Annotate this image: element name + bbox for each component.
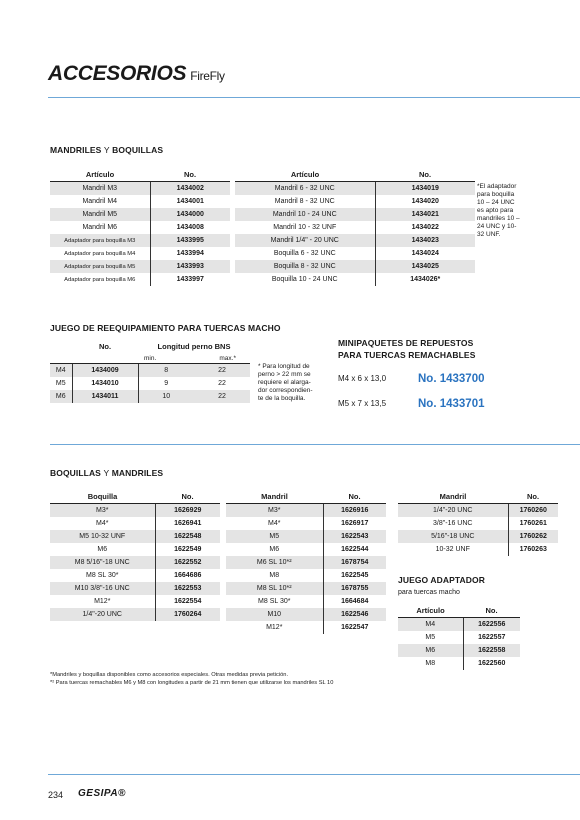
- table-cell: 1433994: [150, 247, 230, 260]
- table-cell: M8 SL 30*: [86, 572, 119, 579]
- table-cell: 1434008: [150, 221, 230, 234]
- table-row: [226, 569, 386, 582]
- table-cell: Boquilla 6 - 32 UNC: [273, 250, 336, 257]
- note-line: 24 UNC y 10-: [477, 223, 517, 230]
- table-row: [398, 618, 520, 632]
- table-cell: M5: [226, 530, 323, 543]
- table-row: [50, 390, 250, 403]
- table-row: [235, 221, 475, 234]
- table-cell: 1626929: [155, 504, 220, 518]
- col-no: No.: [508, 489, 558, 504]
- table-cell: Boquilla 10 - 24 UNC: [271, 276, 338, 283]
- table-cell: 1760260: [508, 504, 558, 518]
- table-cell: 22: [194, 390, 250, 403]
- table-row: [235, 195, 475, 208]
- table-row: [50, 221, 230, 234]
- table-cell: Mandril M4: [82, 198, 118, 205]
- table-boquillas: [50, 489, 220, 621]
- table-cell: 1434000: [150, 208, 230, 221]
- mid-rule: [50, 444, 580, 445]
- page-title: [48, 62, 225, 86]
- table-row: [235, 208, 475, 221]
- table-cell: M5: [425, 634, 436, 641]
- table-cell: 1626916: [323, 504, 386, 518]
- table-row: [235, 260, 475, 273]
- adapter-note: [477, 183, 537, 239]
- table-row: [398, 543, 558, 556]
- note-line: mandriles 10 –: [477, 215, 520, 222]
- table-cell: 1622556: [463, 618, 520, 632]
- note-line: es apto para: [477, 207, 514, 214]
- table-cell: 1626941: [155, 517, 220, 530]
- table-row: [226, 595, 386, 608]
- table-cell: 1434020: [375, 195, 475, 208]
- table-cell: 9: [138, 377, 194, 390]
- header-rule: [48, 97, 580, 98]
- table-cell: 1622544: [323, 543, 386, 556]
- table-cell: M10: [226, 608, 323, 621]
- table-row: [50, 556, 220, 569]
- col-min: min.: [138, 353, 194, 364]
- table-row: [226, 517, 386, 530]
- col-mandril: Mandril: [226, 489, 323, 504]
- table-cell: Mandril 10 - 32 UNF: [273, 224, 337, 231]
- table-cell: 1434001: [150, 195, 230, 208]
- page-number: 234: [48, 790, 64, 800]
- table-row: [398, 657, 520, 670]
- section-heading-mandriles: MANDRILES Y BOQUILLAS: [50, 145, 164, 155]
- title-sub: FireFly: [190, 69, 225, 83]
- footnote-2: *² Para tuercas remachables M6 y M8 con longitudes a partir de 21 mm tienen que utilizarse los mandriles SL 10: [50, 680, 334, 686]
- table-row: [50, 569, 220, 582]
- table-cell: M6: [398, 644, 463, 657]
- table-cell: 1433995: [150, 234, 230, 247]
- table-row: [226, 556, 386, 569]
- table-cell: 1678754: [323, 556, 386, 569]
- footnote-1: *Mandriles y boquillas disponibles como accesorios especiales. Otras medidas previa petición.: [50, 672, 289, 678]
- table-cell: Mandril 6 - 32 UNC: [235, 182, 375, 196]
- col-longitud: Longitud perno BNS: [157, 341, 231, 351]
- table-cell: 1760264: [155, 608, 220, 621]
- table-mandriles-unc: [235, 167, 475, 286]
- col-no: No.: [155, 489, 220, 504]
- adapter-heading: JUEGO ADAPTADOR: [398, 575, 485, 585]
- table-cell: 1434025: [375, 260, 475, 273]
- mini-row: [338, 366, 538, 391]
- table-row: [235, 234, 475, 247]
- note-line: te de la boquilla.: [258, 395, 306, 402]
- table-row: [50, 543, 220, 556]
- table-cell: M6: [50, 390, 72, 403]
- table-cell: 1622547: [323, 621, 386, 634]
- table-row: [235, 182, 475, 196]
- table-row: [398, 530, 558, 543]
- table-cell: 10: [138, 390, 194, 403]
- table-row: [50, 247, 230, 260]
- table-cell: 1664684: [323, 595, 386, 608]
- table-cell: M8 SL 30*: [258, 598, 291, 605]
- table-cell: 1434009: [72, 364, 138, 378]
- table-cell: 1622545: [323, 569, 386, 582]
- table-cell: 8: [138, 364, 194, 378]
- col-max: max.*: [194, 353, 250, 364]
- table-row: [50, 517, 220, 530]
- col-articulo: Artículo: [398, 603, 463, 618]
- table-row: [235, 247, 475, 260]
- table-row: [50, 260, 230, 273]
- table-reequipamiento: [50, 339, 250, 403]
- table-cell: M8: [269, 572, 280, 579]
- table-mandriles-2: [226, 489, 386, 634]
- table-cell: 1/4"-20 UNC: [398, 504, 508, 518]
- mini-number: No. 1433700: [418, 372, 485, 385]
- table-cell: 10-32 UNF: [435, 546, 470, 553]
- table-cell: Adaptador para boquilla M4: [64, 250, 136, 257]
- table-row: [50, 530, 220, 543]
- table-cell: M12*: [94, 598, 111, 605]
- footer-rule: [48, 774, 580, 775]
- table-cell: M5 10-32 UNF: [50, 530, 155, 543]
- table-cell: Adaptador para boquilla M5: [50, 260, 150, 273]
- table-cell: Mandril M5: [50, 208, 150, 221]
- table-row: [398, 517, 558, 530]
- mini-list: [338, 366, 538, 416]
- note-line: * Para longitud de: [258, 363, 310, 370]
- table-cell: 1433997: [150, 273, 230, 286]
- table-row: [50, 608, 220, 621]
- table-cell: 1622549: [155, 543, 220, 556]
- col-no: No.: [150, 167, 230, 182]
- table-cell: 3/8"-16 UNC: [433, 520, 473, 527]
- table-row: [226, 608, 386, 621]
- table-row: [50, 377, 250, 390]
- table-cell: 1434023: [375, 234, 475, 247]
- col-no: No.: [463, 603, 520, 618]
- footnotes: [50, 671, 530, 687]
- table-row: [50, 182, 230, 196]
- table-cell: M6: [97, 546, 108, 553]
- table-row: [398, 644, 520, 657]
- table-mandriles-unc-2: [398, 489, 558, 556]
- table-cell: Adaptador para boquilla M6: [64, 276, 136, 283]
- table-cell: M4: [398, 618, 463, 632]
- note-line: *El adaptador: [477, 183, 517, 190]
- gesipa-logo: GESIPA®: [78, 788, 126, 799]
- col-boquilla: Boquilla: [50, 489, 155, 504]
- note-line: dor correspondien-: [258, 387, 313, 394]
- table-cell: 1622553: [155, 582, 220, 595]
- table-cell: 1/4"-20 UNC: [50, 608, 155, 621]
- section-heading-juego: JUEGO DE REEQUIPAMIENTO PARA TUERCAS MACHO: [50, 323, 281, 333]
- table-cell: 1760261: [508, 517, 558, 530]
- table-cell: M3*: [226, 504, 323, 518]
- table-cell: M8: [425, 660, 436, 667]
- table-cell: 1434002: [150, 182, 230, 196]
- col-articulo: Artículo: [50, 167, 150, 182]
- table-cell: 1664686: [155, 569, 220, 582]
- table-cell: 1760263: [508, 543, 558, 556]
- table-cell: M5: [55, 380, 66, 387]
- table-row: [50, 582, 220, 595]
- table-cell: M8 SL 10*²: [226, 582, 323, 595]
- table-cell: Mandril M3: [50, 182, 150, 196]
- table-row: [50, 273, 230, 286]
- table-cell: M10 3/8"-16 UNC: [50, 582, 155, 595]
- table-row: [50, 504, 220, 518]
- title-main: ACCESORIOS: [48, 62, 187, 85]
- length-note: [258, 363, 328, 403]
- table-cell: M6 SL 10*²: [226, 556, 323, 569]
- table-cell: 5/16"-18 UNC: [398, 530, 508, 543]
- table-cell: 1434024: [375, 247, 475, 260]
- table-cell: 1622548: [155, 530, 220, 543]
- section-heading-boquillas: BOQUILLAS Y MANDRILES: [50, 468, 164, 478]
- table-cell: M4*: [96, 520, 109, 527]
- table-cell: 1622557: [463, 631, 520, 644]
- mini-number: No. 1433701: [418, 397, 485, 410]
- table-row: [50, 234, 230, 247]
- table-cell: 1434022: [375, 221, 475, 234]
- table-row: [50, 195, 230, 208]
- mini-size: M4 x 6 x 13,0: [338, 374, 387, 383]
- table-cell: 1678755: [323, 582, 386, 595]
- table-cell: 1622543: [323, 530, 386, 543]
- table-cell: 22: [218, 380, 226, 387]
- col-no: No.: [375, 167, 475, 182]
- table-cell: 1622554: [155, 595, 220, 608]
- note-line: para boquilla: [477, 191, 515, 198]
- table-cell: 1434011: [72, 390, 138, 403]
- note-line: requiere el alarga-: [258, 379, 311, 386]
- table-cell: Mandril 10 - 24 UNC: [235, 208, 375, 221]
- adapter-subheading: para tuercas macho: [398, 589, 460, 596]
- table-row: [226, 530, 386, 543]
- table-cell: M4: [50, 364, 72, 378]
- table-cell: 1626917: [323, 517, 386, 530]
- col-no: No.: [98, 341, 112, 351]
- table-cell: Boquilla 8 - 32 UNC: [235, 260, 375, 273]
- table-cell: 1622546: [323, 608, 386, 621]
- col-articulo: Artículo: [235, 167, 375, 182]
- table-adapter: [398, 603, 520, 670]
- note-line: 10 – 24 UNC: [477, 199, 515, 206]
- table-mandriles-metric: [50, 167, 230, 286]
- table-row: [398, 631, 520, 644]
- table-cell: 1622552: [155, 556, 220, 569]
- note-line: 32 UNF.: [477, 231, 501, 238]
- table-cell: 1433993: [150, 260, 230, 273]
- table-row: [226, 582, 386, 595]
- table-cell: M12*: [266, 624, 283, 631]
- col-no: No.: [323, 489, 386, 504]
- table-cell: M3*: [50, 504, 155, 518]
- table-cell: 1760262: [508, 530, 558, 543]
- table-cell: M8 5/16"-18 UNC: [50, 556, 155, 569]
- table-cell: 1434026*: [375, 273, 475, 286]
- table-cell: 1622558: [463, 644, 520, 657]
- table-cell: Mandril 1/4" - 20 UNC: [235, 234, 375, 247]
- note-line: perno > 22 mm se: [258, 371, 311, 378]
- table-cell: Adaptador para boquilla M3: [50, 234, 150, 247]
- table-row: [235, 273, 475, 286]
- table-cell: M6: [269, 546, 280, 553]
- table-cell: Mandril 8 - 32 UNC: [274, 198, 335, 205]
- mini-size: M5 x 7 x 13,5: [338, 399, 387, 408]
- table-cell: 22: [194, 364, 250, 378]
- col-mandril: Mandril: [398, 489, 508, 504]
- table-cell: Mandril M6: [82, 224, 118, 231]
- table-row: [226, 543, 386, 556]
- table-row: [50, 208, 230, 221]
- table-cell: 1434019: [375, 182, 475, 196]
- table-cell: 1434010: [72, 377, 138, 390]
- table-row: [226, 621, 386, 634]
- table-cell: M4*: [268, 520, 281, 527]
- table-cell: 1434021: [375, 208, 475, 221]
- table-row: [50, 595, 220, 608]
- mini-heading: MINIPAQUETES DE REPUESTOS PARA TUERCAS REMACHABLES: [338, 338, 476, 360]
- table-row: [398, 504, 558, 518]
- mini-row: [338, 391, 538, 416]
- table-row: [50, 364, 250, 378]
- table-cell: 1622560: [463, 657, 520, 670]
- table-row: [226, 504, 386, 518]
